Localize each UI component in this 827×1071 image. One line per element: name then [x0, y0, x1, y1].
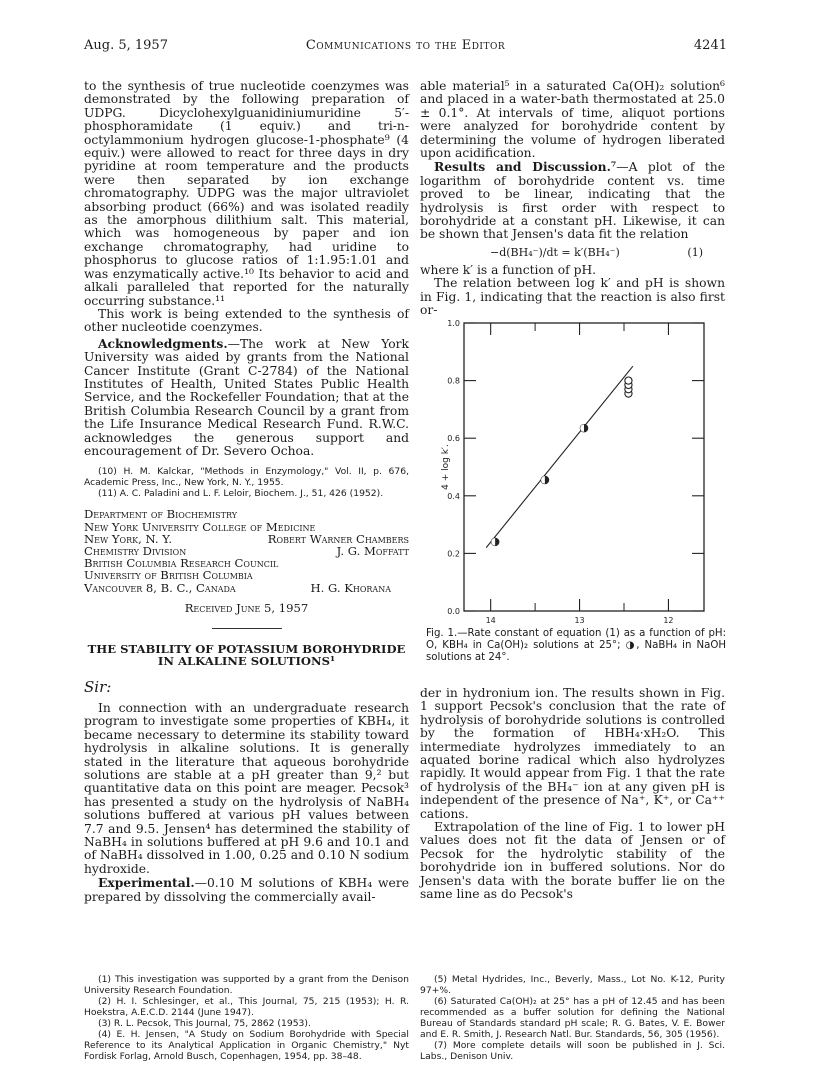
signature-line: [84, 582, 409, 594]
y-axis-label: 4 + log k′.: [441, 444, 451, 490]
acknowledgments-heading: Acknowledgments.: [98, 335, 228, 351]
author-name: H. G. Khorana: [310, 580, 391, 595]
data-point-kbh4: [625, 377, 632, 384]
section-divider: [212, 628, 282, 629]
affiliation-line: New York University College of Medicine: [84, 519, 316, 534]
journal-date: Aug. 5, 1957: [84, 38, 168, 53]
affiliation-line: Department of Biochemistry: [84, 507, 238, 522]
y-tick-label: 0.4: [447, 491, 460, 501]
author-name: J. G. Moffatt: [336, 543, 409, 558]
equation-body: −d(BH₄⁻)/dt = k′(BH₄⁻): [490, 245, 620, 259]
footnote-5: (5) Metal Hydrides, Inc., Beverly, Mass., Lot No. K-12, Purity 97+%.: [420, 974, 725, 996]
signature-line: [84, 545, 409, 557]
right-column-lower: [420, 687, 725, 902]
intro-paragraph: In connection with an undergraduate research program to investigate some properties of KBH₄, it became necessary to determine its stability toward hydrolysis in alkaline solutions. It is generally stated in the literature that aqueous borohydride solutions are stable at a pH greater than 9,² but quantitative data on this point are meager. Pecsok³ has presented a study on the hydrolysis of NaBH₄ solutions buffered at various pH values between 7.7 and 9.5. Jensen⁴ has determined the stability of NaBH₄ in solutions buffered at pH 9.6 and 10.1 and of NaBH₄ dissolved in 1.00, 0.25 and 0.10 N sodium hydroxide.: [84, 700, 409, 876]
affiliation-line: British Columbia Research Council: [84, 556, 279, 571]
running-head: [84, 38, 727, 56]
footnote-7: (7) More complete details will soon be published in J. Sci. Labs., Denison Univ.: [420, 1040, 725, 1062]
paragraph: der in hydronium ion. The results shown in Fig. 1 support Pecsok's conclusion that the rate of hydrolysis of borohydride solutions is controlled by the formation of HBH₄·xH₂O. This intermediate hydrolyzes immediately to an aquated borine radical which also hydrolyzes rapidly. It would appear from Fig. 1 that the rate of hydrolysis of the BH₄⁻ ion at any given pH is independent of the presence of Na⁺, K⁺, or Ca⁺⁺ cations.: [420, 686, 725, 821]
left-column: [84, 80, 409, 904]
right-column: [420, 80, 725, 318]
paragraph: This work is being extended to the synthesis of other nucleotide coenzymes.: [84, 306, 409, 335]
figure-1-caption: Fig. 1.—Rate constant of equation (1) as a function of pH: O, KBH₄ in Ca(OH)₂ solutions at 25°; ◑, NaBH₄ in NaOH solutions at 24°.: [426, 628, 726, 663]
affiliation-line: University of British Columbia: [84, 568, 253, 583]
article-title: THE STABILITY OF POTASSIUM BOROHYDRIDE IN ALKALINE SOLUTIONS¹: [87, 641, 406, 669]
x-tick-label: 13: [574, 616, 585, 625]
affiliation-line: Chemistry Division: [84, 543, 187, 558]
page-number: 4241: [693, 38, 727, 53]
acknowledgments-text: —The work at New York University was aided by grants from the National Cancer Institute (Grant C-2784) of the National Institutes of Health, United States Public Health Service, and the Rockefeller Foundation; that at the British Columbia Research Council by a grant from the Life Insurance Medical Research Fund. R.W.C. acknowledges the generous support and encouragement of Dr. Severo Ochoa.: [84, 336, 409, 458]
author-name: Robert Warner Chambers: [267, 531, 409, 546]
footnote-6: (6) Saturated Ca(OH)₂ at 25° has a pH of 12.45 and has been recommended as a buffer solution for defining the National Bureau of Standards standard pH scale; R. G. Bates, V. E. Bower and E. R. Smith, J. Research Natl. Bur. Standards, 56, 305 (1956).: [420, 996, 725, 1040]
equation-1: [420, 242, 725, 264]
footnotes-lower-left: [84, 974, 409, 1062]
x-tick-label: 14: [485, 616, 496, 625]
plot-frame: [464, 323, 704, 611]
affiliation-line: New York, N. Y.: [84, 531, 173, 546]
footnote-11: (11) A. C. Paladini and L. F. Leloir, Biochem. J., 51, 426 (1952).: [98, 488, 384, 500]
paragraph: where k′ is a function of pH.: [420, 262, 597, 277]
paragraph: The relation between log k′ and pH is shown in Fig. 1, indicating that the reaction is also first or-: [420, 276, 725, 318]
footnotes-lower-right: [420, 974, 725, 1062]
results-text: —A plot of the logarithm of borohydride content vs. time proved to be linear, indicating that the hydrolysis is first order with respect to borohydride at a constant pH. Likewise, it can be shown that Jensen's data fit the relation: [420, 160, 725, 242]
fit-line: [486, 366, 633, 547]
y-tick-label: 0.6: [447, 434, 460, 444]
footnote-10: (10) H. M. Kalckar, "Methods in Enzymology," Vol. II, p. 676, Academic Press, Inc., New York, N. Y., 1955.: [84, 466, 409, 489]
received-date: Received June 5, 1957: [184, 600, 309, 615]
salutation: Sir:: [84, 677, 112, 696]
footnote-1: (1) This investigation was supported by a grant from the Denison University Research Foundation.: [84, 974, 409, 996]
results-paragraph: [420, 160, 725, 241]
footnote-3: (3) R. L. Pecsok, This Journal, 75, 2862 (1953).: [98, 1018, 311, 1029]
affiliation-line: Vancouver 8, B. C., Canada: [84, 580, 236, 595]
experimental-heading: Experimental.: [98, 875, 195, 891]
y-tick-label: 0.8: [447, 376, 460, 386]
x-tick-label: 12: [663, 616, 674, 625]
figure-1-chart: [438, 315, 728, 625]
experimental-paragraph: [84, 876, 409, 904]
results-heading: Results and Discussion.⁷: [434, 159, 617, 175]
paragraph: Extrapolation of the line of Fig. 1 to lower pH values does not fit the data of Jensen or of Pecsok for the hydrolytic stability of the borohydride ion in buffered solutions. Nor do Jensen's data with the borate buffer lie on the same line as do Pecsok's: [420, 820, 725, 902]
affiliations: [84, 508, 409, 614]
footnotes-upper-left: [84, 466, 409, 499]
footnote-4: (4) E. H. Jensen, "A Study on Sodium Borohydride with Special Reference to its Analytical Application in Organic Chemistry," Nyt Fordisk Forlag, Arnold Busch, Copenhagen, 1954, pp. 38–48.: [84, 1029, 409, 1062]
equation-number: (1): [687, 245, 703, 259]
y-tick-label: 0.2: [447, 549, 460, 559]
section-title: Communications to the Editor: [305, 38, 506, 53]
continued-paragraph: to the synthesis of true nucleotide coenzymes was demonstrated by the following preparation of UDPG. Dicyclohexylguanidiniumuridine 5′-phosphoramidate (1 equiv.) and tri-n-octylammonium hydrogen glucose-1-phosphate⁹ (4 equiv.) were allowed to react for three days in dry pyridine at room temperature and the products were then separated by ion exchange chromatography. UDPG was the major ultraviolet absorbing product (66%) and was isolated readily as the amorphous dilithium salt. This material, which was homogeneous by paper and ion exchange chromatography, had uridine to phosphorus to glucose ratios of 1:1.95:1.01 and was enzymatically active.¹⁰ Its behavior to acid and alkali paralleled that reported for the naturally occurring substance.¹¹: [84, 79, 409, 308]
footnote-2: (2) H. I. Schlesinger, et al., This Journal, 75, 215 (1953); H. R. Hoekstra, A.E.C.D. 2144 (June 1947).: [84, 996, 409, 1018]
experimental-text: —0.10 M solutions of KBH₄ were prepared by dissolving the commercially avail-: [84, 876, 409, 904]
acknowledgments-paragraph: [84, 337, 409, 459]
continued-paragraph: able material⁵ in a saturated Ca(OH)₂ solution⁶ and placed in a water-bath thermostated at 25.0 ± 0.1°. At intervals of time, aliquot portions were analyzed for borohydride content by determining the volume of hydrogen liberated upon acidification.: [420, 79, 725, 161]
y-tick-label: 0.0: [447, 607, 460, 616]
chart-svg: [438, 315, 728, 625]
y-tick-label: 1.0: [447, 319, 460, 328]
